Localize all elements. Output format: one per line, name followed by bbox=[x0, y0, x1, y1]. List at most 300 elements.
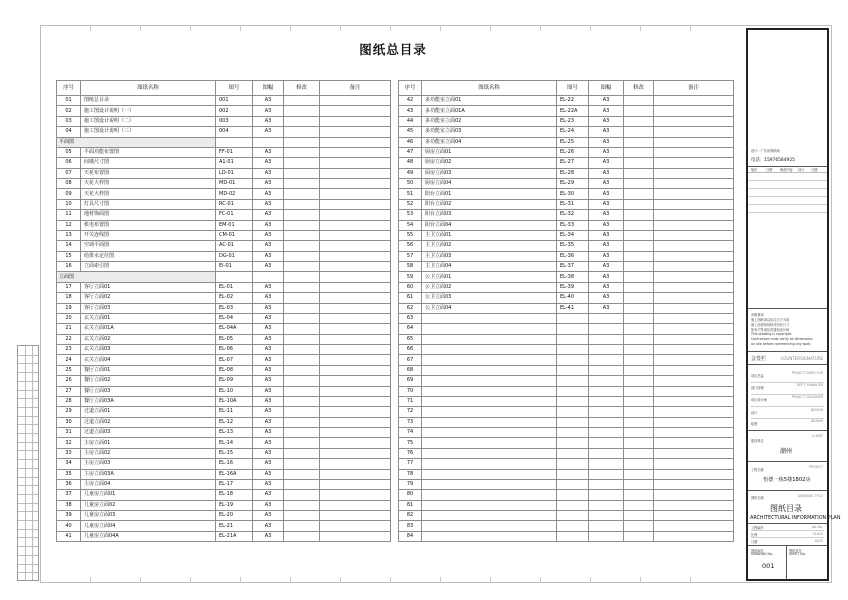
cell-no: 36 bbox=[57, 479, 81, 489]
table-row bbox=[57, 459, 391, 469]
cell-revision bbox=[624, 531, 654, 541]
table-row bbox=[399, 469, 734, 479]
cell-remark bbox=[654, 396, 734, 406]
cell-name: 餐厅立面03A bbox=[81, 396, 216, 406]
revision-header-3: 修改内容 bbox=[780, 168, 793, 172]
cell-remark bbox=[654, 158, 734, 168]
col-header-remark: 备注 bbox=[654, 81, 734, 96]
cell-remark bbox=[320, 396, 391, 406]
cell-revision bbox=[284, 448, 320, 458]
grid-tick bbox=[190, 577, 191, 583]
grid-tick bbox=[340, 577, 341, 583]
cell-revision bbox=[624, 459, 654, 469]
cell-revision bbox=[284, 345, 320, 355]
cell-code: EL-13 bbox=[216, 428, 253, 438]
cell-code: EL-20 bbox=[216, 511, 253, 521]
cell-no: 72 bbox=[399, 407, 422, 417]
cell-name bbox=[422, 365, 557, 375]
cell-remark bbox=[654, 220, 734, 230]
cell-size bbox=[589, 479, 624, 489]
cell-revision bbox=[624, 96, 654, 106]
table-row bbox=[57, 428, 391, 438]
role-label: 绘图 bbox=[751, 422, 758, 426]
strip-line bbox=[18, 477, 38, 478]
cell-revision bbox=[284, 147, 320, 157]
cell-code: FF-01 bbox=[216, 147, 253, 157]
cell-remark bbox=[320, 251, 391, 261]
meta-label: 日期 bbox=[751, 540, 758, 544]
cell-size: A3 bbox=[253, 168, 284, 178]
cell-code: EL-26 bbox=[557, 147, 589, 157]
cell-code: AC-01 bbox=[216, 241, 253, 251]
cell-name bbox=[422, 459, 557, 469]
cell-code bbox=[557, 428, 589, 438]
cell-size: A3 bbox=[253, 303, 284, 313]
strip-line bbox=[18, 529, 38, 530]
cell-size: A3 bbox=[589, 116, 624, 126]
table-row bbox=[57, 158, 391, 168]
cell-code: MD-01 bbox=[216, 179, 253, 189]
cell-code: EL-10A bbox=[216, 396, 253, 406]
cell-revision bbox=[624, 116, 654, 126]
drawing-index-table-right bbox=[398, 80, 734, 542]
cell-code bbox=[557, 531, 589, 541]
cell-remark bbox=[654, 345, 734, 355]
table-row bbox=[57, 345, 391, 355]
cell-revision bbox=[284, 459, 320, 469]
cell-remark bbox=[320, 490, 391, 500]
cell-name: 主卫立面03 bbox=[422, 251, 557, 261]
table-row bbox=[57, 251, 391, 261]
cell-size: A3 bbox=[253, 396, 284, 406]
cell-remark bbox=[654, 448, 734, 458]
table-row bbox=[399, 96, 734, 106]
cell-remark bbox=[654, 479, 734, 489]
role-label: 部门经理 bbox=[751, 386, 764, 390]
strip-line bbox=[18, 494, 38, 495]
table-row bbox=[57, 96, 391, 106]
cell-revision bbox=[624, 490, 654, 500]
cell-no: 37 bbox=[57, 490, 81, 500]
table-group-row bbox=[57, 137, 391, 147]
cell-revision bbox=[284, 96, 320, 106]
cell-remark bbox=[654, 376, 734, 386]
cell-remark bbox=[320, 262, 391, 272]
col-header-size: 图幅 bbox=[589, 81, 624, 96]
cell-code: CM-01 bbox=[216, 230, 253, 240]
cell-code bbox=[557, 459, 589, 469]
cell-no: 21 bbox=[57, 324, 81, 334]
cell-revision bbox=[284, 127, 320, 137]
col-header-revision: 修改 bbox=[284, 81, 320, 96]
cell-code: EL-39 bbox=[557, 282, 589, 292]
col-header-name: 图纸名称 bbox=[422, 81, 557, 96]
cell-size: A3 bbox=[253, 158, 284, 168]
cell-revision bbox=[624, 345, 654, 355]
cell-name: 公卫立面02 bbox=[422, 282, 557, 292]
cell-size: A3 bbox=[589, 210, 624, 220]
cell-code: EL-36 bbox=[557, 251, 589, 261]
cell-revision bbox=[284, 313, 320, 323]
cell-revision bbox=[624, 303, 654, 313]
cell-revision bbox=[624, 448, 654, 458]
cell-code bbox=[557, 469, 589, 479]
role-en: PROJECT DIRECTOR bbox=[791, 371, 823, 375]
cell-code: EL-22A bbox=[557, 106, 589, 116]
strip-line bbox=[18, 424, 38, 425]
cell-no: 43 bbox=[399, 106, 422, 116]
strip-line bbox=[18, 555, 38, 556]
cell-revision bbox=[284, 251, 320, 261]
cell-revision bbox=[624, 199, 654, 209]
cell-remark bbox=[654, 355, 734, 365]
table-row bbox=[57, 293, 391, 303]
table-row bbox=[57, 407, 391, 417]
cell-revision bbox=[284, 490, 320, 500]
table-row bbox=[57, 199, 391, 209]
cell-name: 儿童房立面02 bbox=[81, 500, 216, 510]
cell-code: EL-16 bbox=[216, 459, 253, 469]
table-row bbox=[399, 334, 734, 344]
table-row bbox=[399, 438, 734, 448]
cell-no: 48 bbox=[399, 158, 422, 168]
col-header-code: 图号 bbox=[557, 81, 589, 96]
cell-name: 地材饰面图 bbox=[81, 210, 216, 220]
table-row bbox=[399, 376, 734, 386]
table-row bbox=[399, 521, 734, 531]
cell-name: 天花大样图 bbox=[81, 179, 216, 189]
grid-tick bbox=[440, 577, 441, 583]
cell-no: 78 bbox=[399, 469, 422, 479]
cell-revision bbox=[284, 500, 320, 510]
top-grid-ticks bbox=[40, 25, 740, 31]
cell-size: A3 bbox=[253, 147, 284, 157]
cell-no: 69 bbox=[399, 376, 422, 386]
cell-revision bbox=[624, 106, 654, 116]
cell-no: 32 bbox=[57, 438, 81, 448]
notes-line: This drawing is copyright. bbox=[751, 332, 793, 336]
countersign-label: 会签栏 bbox=[751, 356, 767, 362]
cell-code: EL-14 bbox=[216, 438, 253, 448]
cell-name: 餐厅立面03 bbox=[81, 386, 216, 396]
table-row bbox=[399, 324, 734, 334]
table-group-row bbox=[57, 272, 391, 282]
notes-line: 施工前需现场核对所有尺寸 bbox=[751, 323, 790, 327]
cell-name: 客厅立面02 bbox=[81, 293, 216, 303]
cell-code: RC-01 bbox=[216, 199, 253, 209]
cell-size: A3 bbox=[253, 241, 284, 251]
role-label: 项目设计师 bbox=[751, 398, 767, 402]
cell-remark bbox=[320, 428, 391, 438]
cell-no: 12 bbox=[57, 220, 81, 230]
project-value: 怡德一栋5楼1802房 bbox=[763, 477, 811, 483]
cell-code bbox=[557, 386, 589, 396]
cell-code: EL-33 bbox=[557, 220, 589, 230]
cell-remark bbox=[320, 417, 391, 427]
cell-size bbox=[589, 365, 624, 375]
cell-no: 53 bbox=[399, 210, 422, 220]
cell-revision bbox=[624, 251, 654, 261]
cell-remark bbox=[654, 230, 734, 240]
cell-remark bbox=[320, 386, 391, 396]
cell-remark bbox=[654, 428, 734, 438]
cell-size: A3 bbox=[253, 469, 284, 479]
cell-no: 76 bbox=[399, 448, 422, 458]
drawing-index-table-left bbox=[56, 80, 391, 542]
strip-line bbox=[18, 511, 38, 512]
cell-no: 22 bbox=[57, 334, 81, 344]
cell-name: 主卫立面01 bbox=[422, 230, 557, 240]
cell-size: A3 bbox=[253, 179, 284, 189]
cell-no: 09 bbox=[57, 189, 81, 199]
cell-name: 餐厅立面02 bbox=[81, 376, 216, 386]
cell-remark bbox=[320, 199, 391, 209]
cell-name bbox=[422, 448, 557, 458]
cell-size bbox=[589, 334, 624, 344]
cell-remark bbox=[320, 479, 391, 489]
cell-name: 玄关立面02 bbox=[81, 334, 216, 344]
table-header-row bbox=[57, 81, 391, 96]
cell-code bbox=[557, 448, 589, 458]
table-row bbox=[57, 106, 391, 116]
cell-name: 开关连线图 bbox=[81, 230, 216, 240]
strip-line bbox=[18, 564, 38, 565]
cell-name: 儿童房立面04A bbox=[81, 531, 216, 541]
grid-tick bbox=[240, 25, 241, 31]
cell-size bbox=[589, 448, 624, 458]
table-row bbox=[57, 189, 391, 199]
cell-revision bbox=[284, 168, 320, 178]
cell-name: 给排水定位图 bbox=[81, 251, 216, 261]
cell-no: 41 bbox=[57, 531, 81, 541]
grid-tick bbox=[590, 577, 591, 583]
cell-name bbox=[422, 428, 557, 438]
cell-no: 84 bbox=[399, 531, 422, 541]
cell-no: 51 bbox=[399, 189, 422, 199]
table-row bbox=[399, 230, 734, 240]
table-row bbox=[57, 303, 391, 313]
grid-tick bbox=[640, 25, 641, 31]
table-row bbox=[57, 448, 391, 458]
role-en: DRAWN bbox=[810, 419, 823, 423]
revision-header-2: 日期 bbox=[766, 168, 773, 172]
drawing-no-en-label: DRAWING No. bbox=[751, 552, 773, 556]
cell-code bbox=[557, 345, 589, 355]
strip-line bbox=[18, 372, 38, 373]
cell-name: 厨房立面02 bbox=[422, 158, 557, 168]
cell-remark bbox=[320, 469, 391, 479]
cell-remark bbox=[320, 127, 391, 137]
cell-no: 06 bbox=[57, 158, 81, 168]
cell-name: 公卫立面03 bbox=[422, 293, 557, 303]
cell-no: 68 bbox=[399, 365, 422, 375]
table-row bbox=[57, 168, 391, 178]
grid-tick bbox=[290, 577, 291, 583]
cell-remark bbox=[320, 511, 391, 521]
cell-name: 阳台立面01 bbox=[422, 189, 557, 199]
table-row bbox=[399, 282, 734, 292]
cell-size: A3 bbox=[253, 282, 284, 292]
client-value: 潮州 bbox=[780, 448, 793, 455]
cell-no: 18 bbox=[57, 293, 81, 303]
cell-remark bbox=[654, 96, 734, 106]
cell-revision bbox=[624, 521, 654, 531]
cell-name: 厨房立面01 bbox=[422, 147, 557, 157]
cell-size bbox=[589, 407, 624, 417]
cell-no: 57 bbox=[399, 251, 422, 261]
sheet-no-label: 图纸页号 bbox=[789, 549, 802, 553]
cell-name bbox=[422, 511, 557, 521]
cell-revision bbox=[624, 230, 654, 240]
cell-name: 图纸总目录 bbox=[81, 96, 216, 106]
cell-size: A3 bbox=[589, 179, 624, 189]
cell-size: A3 bbox=[253, 262, 284, 272]
cell-code bbox=[557, 438, 589, 448]
table-header-row bbox=[399, 81, 734, 96]
cell-code: 003 bbox=[216, 116, 253, 126]
cell-code: EL-27 bbox=[557, 158, 589, 168]
cell-no: 39 bbox=[57, 511, 81, 521]
cell-remark bbox=[320, 293, 391, 303]
cell-remark bbox=[320, 241, 391, 251]
cell-no: 31 bbox=[57, 428, 81, 438]
cell-no: 54 bbox=[399, 220, 422, 230]
table-row bbox=[57, 324, 391, 334]
cell-name: 立面索引图 bbox=[81, 262, 216, 272]
grid-tick bbox=[540, 577, 541, 583]
cell-revision bbox=[624, 469, 654, 479]
cell-remark bbox=[654, 137, 734, 147]
table-row bbox=[399, 386, 734, 396]
cell-size: A3 bbox=[253, 531, 284, 541]
grid-tick bbox=[390, 577, 391, 583]
cell-size: A3 bbox=[589, 282, 624, 292]
cell-size: A3 bbox=[253, 96, 284, 106]
role-label: 项目总监 bbox=[751, 374, 764, 378]
cell-name bbox=[422, 324, 557, 334]
cell-size: A3 bbox=[253, 230, 284, 240]
cell-remark bbox=[320, 407, 391, 417]
cell-no: 61 bbox=[399, 293, 422, 303]
revision-strip bbox=[17, 345, 39, 581]
cell-code bbox=[557, 407, 589, 417]
cell-no: 14 bbox=[57, 241, 81, 251]
cell-code: EM-01 bbox=[216, 220, 253, 230]
grid-tick bbox=[690, 577, 691, 583]
cell-remark bbox=[654, 459, 734, 469]
cell-size: A3 bbox=[589, 147, 624, 157]
empty-cell bbox=[253, 137, 284, 147]
meta-value: DATE bbox=[814, 539, 823, 543]
cell-remark bbox=[654, 365, 734, 375]
strip-line bbox=[18, 398, 38, 399]
cell-no: 50 bbox=[399, 179, 422, 189]
project-label: 工程名称 bbox=[751, 468, 764, 472]
cell-revision bbox=[284, 116, 320, 126]
cell-code: EL-24 bbox=[557, 127, 589, 137]
cell-name bbox=[422, 521, 557, 531]
empty-cell bbox=[284, 272, 320, 282]
cell-revision bbox=[284, 158, 320, 168]
cell-code bbox=[557, 355, 589, 365]
cell-no: 16 bbox=[57, 262, 81, 272]
cell-size: A3 bbox=[253, 448, 284, 458]
table-row bbox=[57, 334, 391, 344]
cell-remark bbox=[320, 220, 391, 230]
col-header-code: 图号 bbox=[216, 81, 253, 96]
cell-code: EL-37 bbox=[557, 262, 589, 272]
cell-remark bbox=[320, 189, 391, 199]
table-row bbox=[399, 407, 734, 417]
cell-no: 28 bbox=[57, 396, 81, 406]
cell-no: 25 bbox=[57, 365, 81, 375]
cell-code: EL-22 bbox=[557, 96, 589, 106]
meta-value: Job No. bbox=[811, 525, 823, 529]
cell-remark bbox=[654, 116, 734, 126]
cell-no: 27 bbox=[57, 386, 81, 396]
cell-name: 多功能室立面03 bbox=[422, 127, 557, 137]
cell-name bbox=[422, 396, 557, 406]
cell-no: 49 bbox=[399, 168, 422, 178]
strip-line bbox=[18, 433, 38, 434]
cell-remark bbox=[654, 521, 734, 531]
empty-cell bbox=[216, 272, 253, 282]
cell-remark bbox=[654, 469, 734, 479]
notes-label: 说明事项 bbox=[751, 313, 764, 317]
table-row bbox=[399, 262, 734, 272]
cell-size: A3 bbox=[253, 376, 284, 386]
cell-name bbox=[422, 479, 557, 489]
table-row bbox=[399, 127, 734, 137]
designer-phone: 电话：15976584925 bbox=[751, 158, 795, 163]
cell-size: A3 bbox=[253, 428, 284, 438]
cell-remark bbox=[320, 334, 391, 344]
table-row bbox=[399, 210, 734, 220]
cell-no: 01 bbox=[57, 96, 81, 106]
cell-remark bbox=[654, 210, 734, 220]
cell-code: LD-01 bbox=[216, 168, 253, 178]
cell-code: EL-15 bbox=[216, 448, 253, 458]
cell-size: A3 bbox=[589, 106, 624, 116]
table-row bbox=[399, 106, 734, 116]
table-row bbox=[57, 355, 391, 365]
cell-no: 10 bbox=[57, 199, 81, 209]
grid-tick bbox=[390, 25, 391, 31]
col-header-no: 序号 bbox=[57, 81, 81, 96]
col-header-remark: 备注 bbox=[320, 81, 391, 96]
cell-no: 56 bbox=[399, 241, 422, 251]
cell-name: 过道立面02 bbox=[81, 417, 216, 427]
cell-remark bbox=[654, 386, 734, 396]
revision-header-1: 版次 bbox=[751, 168, 758, 172]
group-label: 平面图 bbox=[57, 137, 216, 147]
cell-remark bbox=[654, 127, 734, 137]
notes-line: Contractors must verify all dimensions bbox=[751, 337, 813, 341]
cell-remark bbox=[654, 511, 734, 521]
cell-revision bbox=[624, 313, 654, 323]
cell-size: A3 bbox=[253, 220, 284, 230]
cell-no: 71 bbox=[399, 396, 422, 406]
grid-tick bbox=[340, 25, 341, 31]
cell-no: 15 bbox=[57, 251, 81, 261]
cell-remark bbox=[320, 147, 391, 157]
cell-size bbox=[589, 376, 624, 386]
cell-name: 主卫立面04 bbox=[422, 262, 557, 272]
table-row bbox=[57, 230, 391, 240]
drawing-title-en: ARCHITECTURAL INFORMATION PLAN bbox=[750, 515, 841, 521]
drawing-no-label: 图纸编号 bbox=[751, 549, 764, 553]
cell-revision bbox=[284, 396, 320, 406]
